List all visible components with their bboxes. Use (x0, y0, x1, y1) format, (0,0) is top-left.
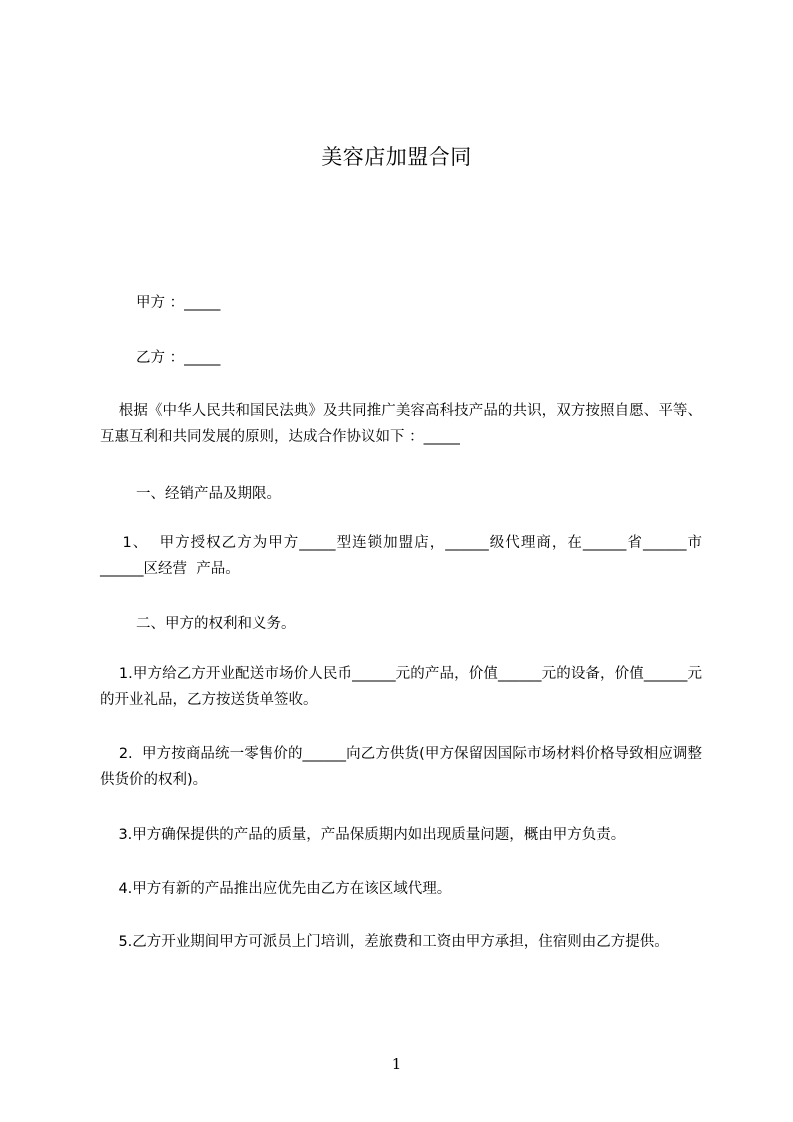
section-2-item-4: 4.甲方有新的产品推出应优先由乙方在该区域代理。 (100, 881, 452, 897)
section-2-item-2: 2. 甲方按商品统一零售价的______向乙方供货(甲方保留因国际市场材料价格导致相应调整供货价的权利)。 (100, 746, 702, 788)
section-2-item-3: 3.甲方确保提供的产品的质量，产品保质期内如出现质量问题，概由甲方负责。 (100, 827, 626, 843)
section-2-item-5: 5.乙方开业期间甲方可派员上门培训，差旅费和工资由甲方承担，住宿则由乙方提供。 (100, 934, 669, 950)
document-title: 美容店加盟合同 (321, 145, 472, 169)
intro-paragraph: 根据《中华人民共和国民法典》及共同推广美容高科技产品的共识，双方按照自愿、平等、互惠互利和共同发展的原则，达成合作协议如下 ：_____ (100, 403, 703, 445)
section-2-heading: 二、甲方的权利和义务。 (136, 616, 296, 632)
section-1-item-1: 1、 甲方授权乙方为甲方_____型连锁加盟店，______级代理商，在______省______市______区经营 产品。 (100, 535, 702, 577)
party-a-line: 甲方 ：_____ (136, 295, 221, 311)
page-number: 1 (391, 1055, 402, 1073)
section-1-heading: 一、经销产品及期限。 (136, 486, 281, 502)
section-2-item-1: 1.甲方给乙方开业配送市场价人民币______元的产品，价值______元的设备，价值______元的开业礼品，乙方按送货单签收。 (100, 666, 703, 708)
party-b-line: 乙方 ：_____ (136, 350, 221, 366)
